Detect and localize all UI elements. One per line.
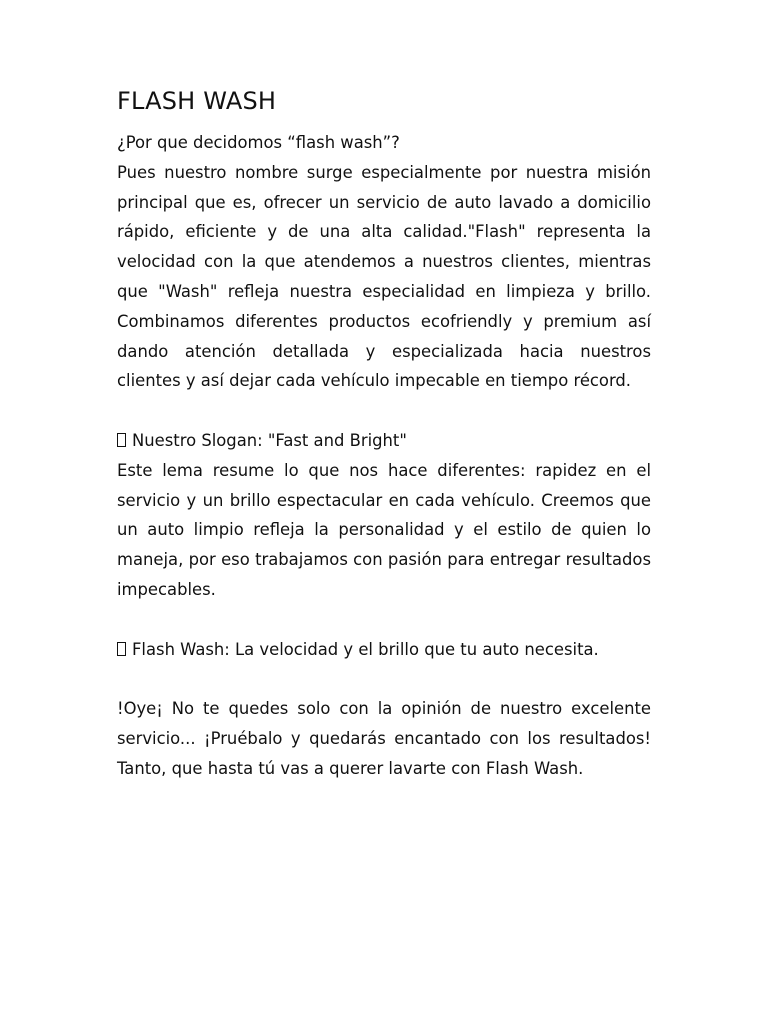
document-title: FLASH WASH [117,87,277,115]
missing-glyph-icon [117,433,126,447]
slogan-line [117,426,651,456]
spacer [117,664,651,694]
paragraph-closing: !Oye¡ No te quedes solo con la opinión de nuestro excelente servicio... ¡Pruébalo y quedarás encantado con los resultados! Tanto, que hasta tú vas a querer lavarte con Flash Wash. [117,699,651,778]
question-line: ¿Por que decidomos “flash wash”? [117,133,400,152]
slogan-text: Nuestro Slogan: "Fast and Bright" [132,430,407,450]
tagline-line [117,635,651,665]
paragraph-intro: Pues nuestro nombre surge especialmente por nuestra misión principal que es, ofrecer un servicio de auto lavado a domicilio rápido, eficiente y de una alta calidad."Flash" representa la velocidad con la que atendemos a nuestros clientes, mientras que "Wash" refleja nuestra especialidad en limpieza y brillo. Combinamos diferentes productos ecofriendly y premium así dando atención detallada y especializada hacia nuestros clientes y así dejar cada vehículo impecable en tiempo récord. [117,162,651,391]
spacer [117,605,651,635]
spacer [117,396,651,426]
document-page [117,84,651,784]
paragraph-slogan: Este lema resume lo que nos hace diferentes: rapidez en el servicio y un brillo espectacular en cada vehículo. Creemos que un auto limpio refleja la personalidad y el estilo de quien lo maneja, por eso trabajamos con pasión para entregar resultados impecables. [117,460,651,599]
missing-glyph-icon [117,642,126,656]
tagline-text: Flash Wash: La velocidad y el brillo que tu auto necesita. [132,639,599,659]
